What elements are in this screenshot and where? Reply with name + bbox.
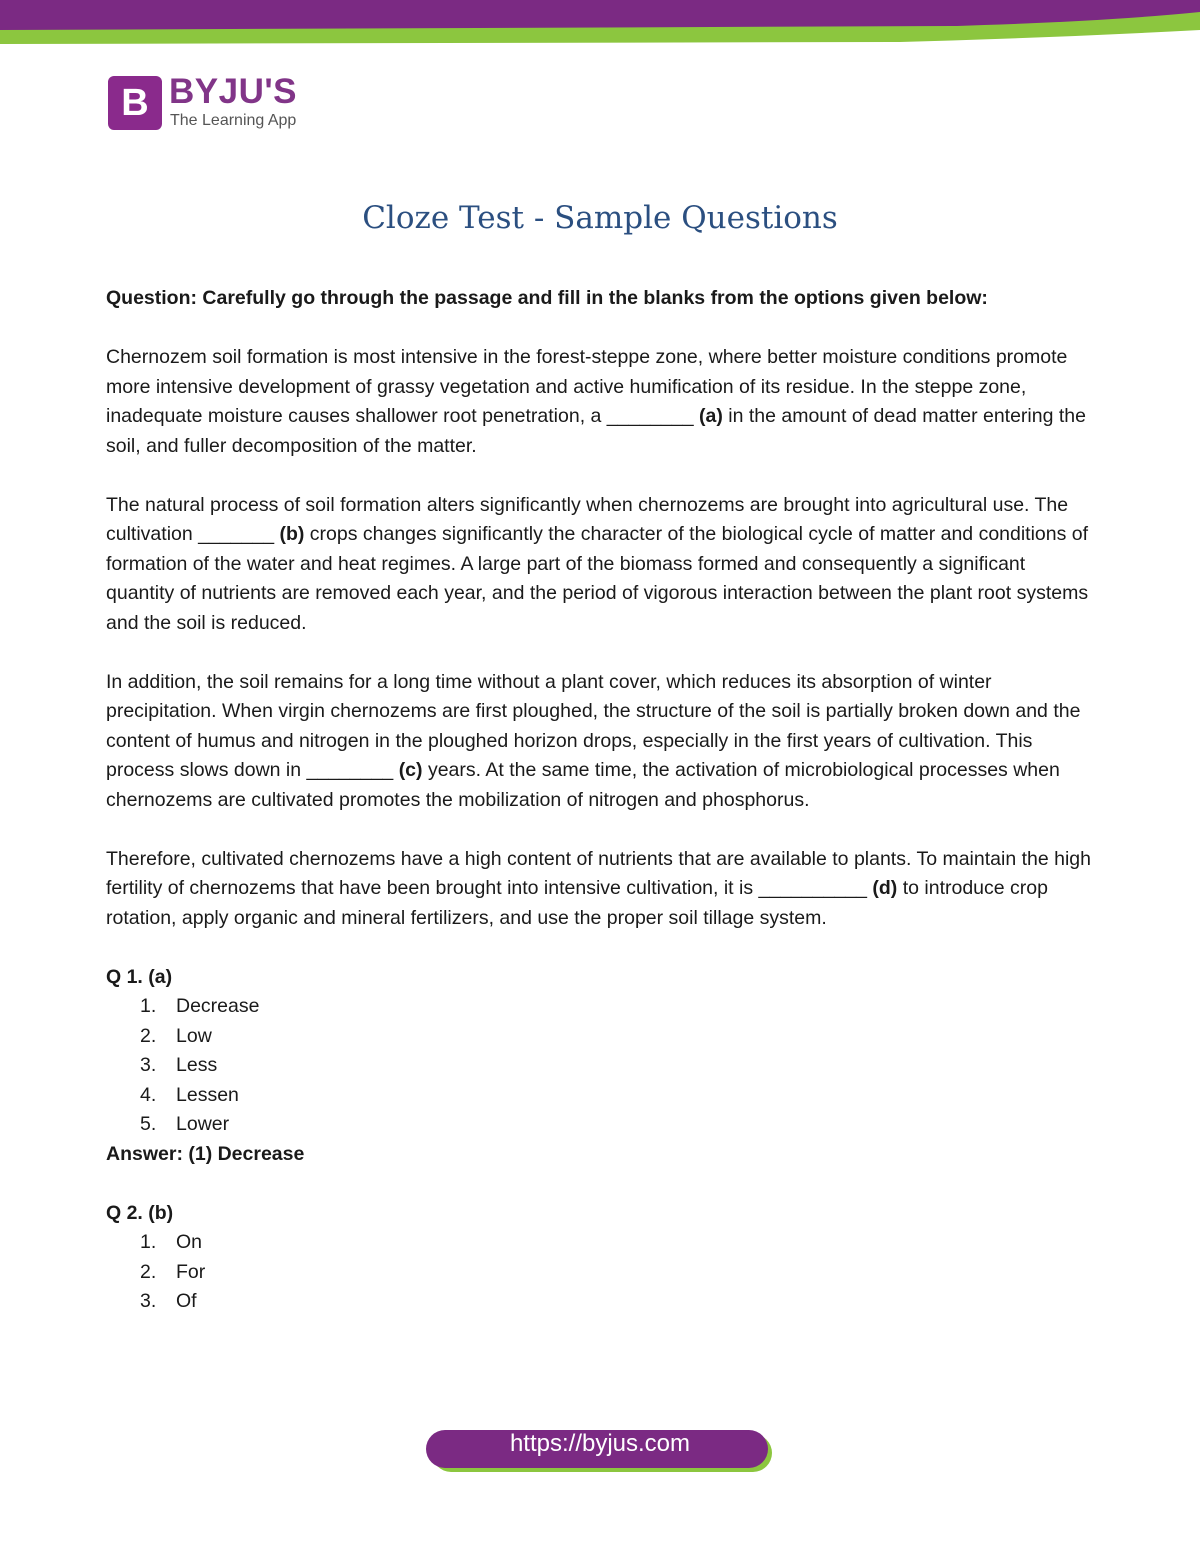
document-body <box>106 284 1096 1317</box>
passage-text: in the amount of dead matter entering the soil, and fuller decomposition of the matter. <box>106 405 1086 457</box>
option-text: Decrease <box>176 995 260 1017</box>
option-text: Of <box>176 1290 197 1312</box>
option-number: 5. <box>140 1113 157 1135</box>
list-item <box>106 1258 1096 1288</box>
option-text: On <box>176 1231 203 1253</box>
list-item <box>106 992 1096 1022</box>
option-number: 3. <box>140 1290 157 1312</box>
option-text: Lower <box>176 1113 230 1135</box>
list-item <box>106 1022 1096 1052</box>
passage-text: Therefore, cultivated chernozems have a high content of nutrients that are available to plants. To maintain the high fertility of chernozems that have been brought into intensive cultivation, it is __________ <box>106 847 1091 899</box>
option-number: 1. <box>140 1231 157 1253</box>
top-banner <box>0 0 1200 46</box>
passage-text: to introduce crop rotation, apply organic and mineral fertilizers, and use the proper soil tillage system. <box>106 877 1048 929</box>
question-1-options <box>106 992 1096 1140</box>
blank-marker-d: (d) <box>872 877 898 899</box>
option-number: 1. <box>140 995 157 1017</box>
passage-paragraph-4 <box>106 845 1096 934</box>
blank-marker-a: (a) <box>698 405 723 427</box>
brand-tagline: The Learning App <box>170 112 297 129</box>
question-1-label: Q 1. (a) <box>106 965 173 988</box>
option-text: Low <box>176 1024 212 1047</box>
passage-paragraph-2 <box>106 491 1096 639</box>
passage-paragraph-1 <box>106 343 1096 461</box>
logo-letter: B <box>121 82 149 124</box>
blank-marker-b: (b) <box>279 523 305 545</box>
option-number: 3. <box>140 1054 157 1076</box>
page-title: Cloze Test - Sample Questions <box>362 200 838 236</box>
option-number: 4. <box>140 1083 157 1106</box>
question-2-label: Q 2. (b) <box>106 1201 174 1224</box>
option-text: Less <box>176 1054 218 1076</box>
passage-text: Chernozem soil formation is most intensive in the forest-steppe zone, where better moisture conditions promote more intensive development of grassy vegetation and active humification of its residue. In the steppe zone, inadequate moisture causes shallower root penetration, a ________ <box>106 346 1068 427</box>
list-item <box>106 1110 1096 1140</box>
passage-text: crops changes significantly the character of the biological cycle of matter and conditions of formation of the water and heat regimes. A large part of the biomass formed and consequently a significant quantity of nutrients are removed each year, and the period of vigorous interaction between the plant root systems and the soil is reduced. <box>106 523 1089 634</box>
list-item <box>106 1051 1096 1081</box>
list-item <box>106 1228 1096 1258</box>
passage-text: years. At the same time, the activation of microbiological processes when chernozems are cultivated promotes the mobilization of nitrogen and phosphorus. <box>106 759 1060 811</box>
brand-name: BYJU'S <box>169 72 298 111</box>
passage-paragraph-3 <box>106 668 1096 816</box>
question-instruction: Question: Carefully go through the passage and fill in the blanks from the options given below: <box>106 287 988 309</box>
passage-text: The natural process of soil formation alters significantly when chernozems are brought into agricultural use. The cultivation _______ <box>106 493 1069 545</box>
option-text: For <box>176 1260 206 1283</box>
option-text: Lessen <box>176 1083 239 1106</box>
list-item <box>106 1081 1096 1111</box>
option-number: 2. <box>140 1024 157 1047</box>
blank-marker-c: (c) <box>398 759 423 781</box>
byjus-logo <box>108 74 318 132</box>
question-1-answer: Answer: (1) Decrease <box>106 1142 305 1165</box>
logo-b-icon <box>108 76 162 130</box>
list-item <box>106 1287 1096 1317</box>
question-2-options <box>106 1228 1096 1317</box>
passage-text: In addition, the soil remains for a long time without a plant cover, which reduces its absorption of winter precipitation. When virgin chernozems are first ploughed, the structure of the soil is partially broken down and the content of humus and nitrogen in the ploughed horizon drops, especially in the first years of cultivation. This process slows down in ________ <box>106 670 1081 781</box>
footer-url-link[interactable]: https://byjus.com <box>509 1430 691 1457</box>
option-number: 2. <box>140 1260 157 1283</box>
